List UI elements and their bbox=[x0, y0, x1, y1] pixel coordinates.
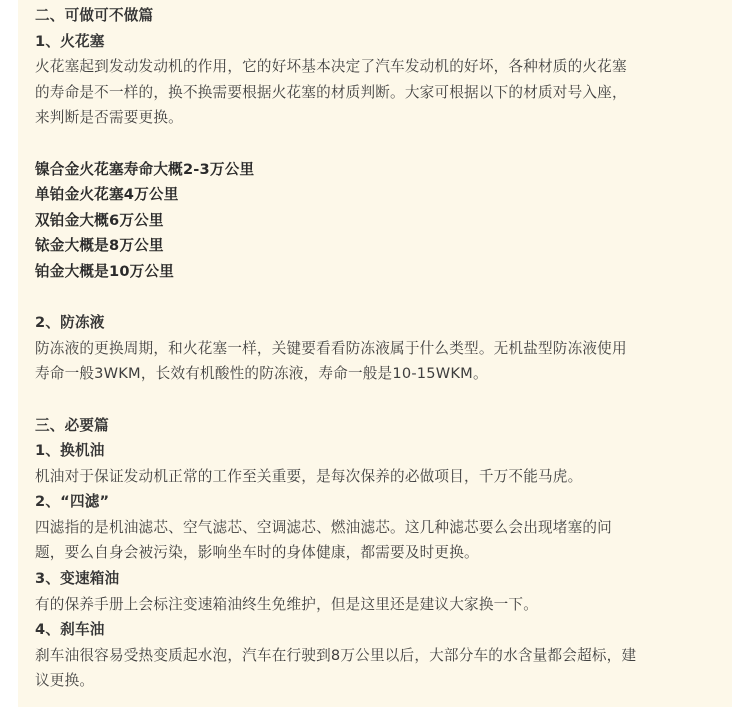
subheading-spark-plug: 1、火花塞 bbox=[35, 32, 105, 50]
paragraph-line: 四滤指的是机油滤芯、空气滤芯、空调滤芯、燃油滤芯。这几种滤芯要么会出现堵塞的问 bbox=[35, 518, 612, 536]
paragraph-line: 题，要么自身会被污染，影响坐车时的身体健康，都需要及时更换。 bbox=[35, 544, 479, 562]
blank-line bbox=[35, 387, 732, 413]
paragraph-line: 有的保养手册上会标注变速箱油终生免维护，但是这里还是建议大家换一下。 bbox=[35, 595, 538, 613]
subheading-transmission: 3、变速箱油 bbox=[35, 570, 120, 588]
blank-line bbox=[35, 285, 732, 311]
paragraph-line: 来判断是否需要更换。 bbox=[35, 109, 183, 127]
spark-plug-lifespan-item: 铂金大概是10万公里 bbox=[35, 262, 175, 280]
subheading-antifreeze: 2、防冻液 bbox=[35, 314, 105, 332]
paragraph-line: 议更换。 bbox=[35, 672, 95, 690]
subheading-oil: 1、换机油 bbox=[35, 442, 105, 460]
paragraph-line: 的寿命是不一样的，换不换需要根据火花塞的材质判断。大家可根据以下的材质对号入座， bbox=[35, 83, 627, 101]
section-heading-necessary: 三、必要篇 bbox=[35, 416, 109, 434]
spark-plug-lifespan-item: 双铂金大概6万公里 bbox=[35, 211, 164, 229]
subheading-brake: 4、刹车油 bbox=[35, 621, 105, 639]
spark-plug-lifespan-item: 单铂金火花塞4万公里 bbox=[35, 186, 179, 204]
spark-plug-lifespan-item: 镍合金火花塞寿命大概2-3万公里 bbox=[35, 160, 255, 178]
spark-plug-lifespan-item: 铱金大概是8万公里 bbox=[35, 237, 164, 255]
article-page bbox=[18, 0, 732, 707]
section-heading-optional: 二、可做可不做篇 bbox=[35, 7, 154, 24]
paragraph-line: 防冻液的更换周期，和火花塞一样，关键要看看防冻液属于什么类型。无机盐型防冻液使用 bbox=[35, 339, 627, 357]
paragraph-line: 机油对于保证发动机正常的工作至关重要，是每次保养的必做项目，千万不能马虎。 bbox=[35, 467, 583, 485]
paragraph-line: 寿命一般3WKM，长效有机酸性的防冻液，寿命一般是10-15WKM。 bbox=[35, 365, 488, 383]
paragraph-line: 刹车油很容易受热变质起水泡，汽车在行驶到8万公里以后，大部分车的水含量都会超标，建 bbox=[35, 646, 637, 664]
subheading-filters: 2、“四滤” bbox=[35, 493, 110, 511]
paragraph-line: 火花塞起到发动发动机的作用，它的好坏基本决定了汽车发动机的好坏，各种材质的火花塞 bbox=[35, 58, 627, 76]
blank-line bbox=[35, 131, 732, 157]
